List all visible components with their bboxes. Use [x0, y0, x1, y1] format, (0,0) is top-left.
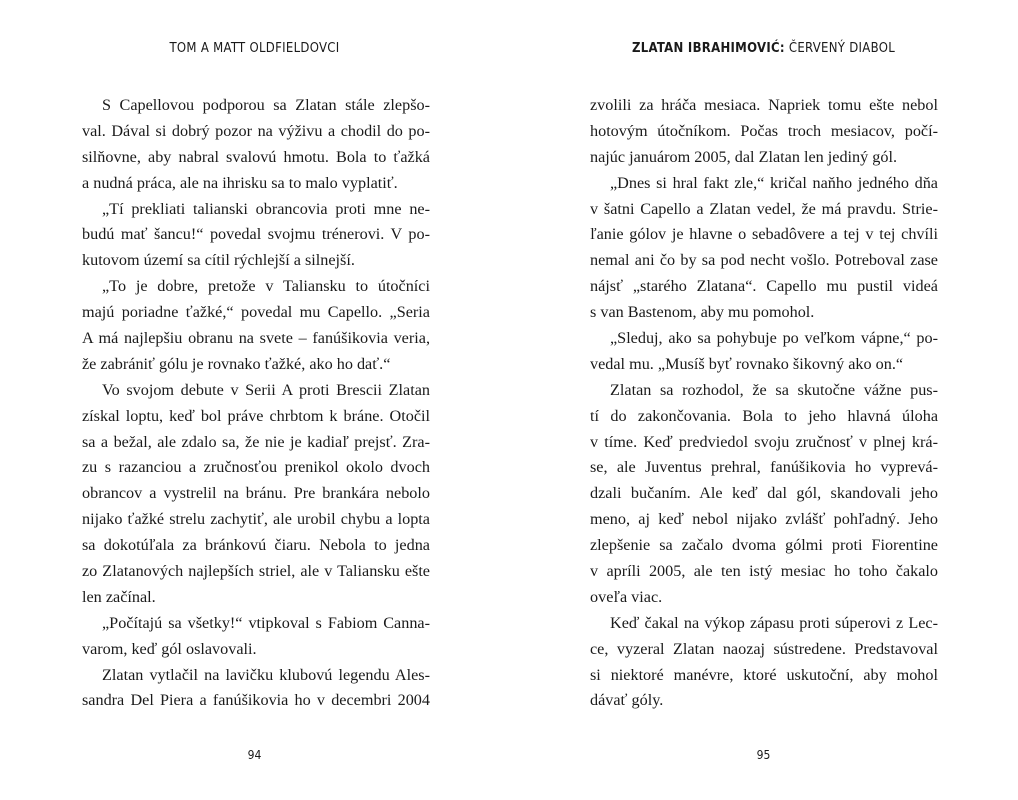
text-line: sa dokotúľala za bránkovú čiaru. Nebola to jedna: [82, 536, 430, 555]
text-line: nájsť „starého Zlatana“. Capello mu pustil videá: [590, 277, 938, 296]
text-line: len začínal.: [82, 587, 156, 606]
text-line: val. Dával si dobrý pozor na výživu a chodil do po-: [82, 121, 430, 140]
text-line: zu s razanciou a zručnosťou prenikol okolo dvoch: [82, 458, 430, 477]
text-line: oveľa viac.: [590, 587, 663, 606]
text-line: nemal ani čo by sa pod necht vošlo. Potreboval zase: [590, 251, 938, 270]
text-line: dávať góly.: [590, 691, 664, 710]
text-line: Zlatan sa rozhodol, že sa skutočne vážne pus-: [610, 380, 938, 399]
text-line: v apríli 2005, ale ten istý mesiac ho toho čakalo: [590, 562, 938, 581]
text-line: v šatni Capello a Zlatan vedel, že má pravdu. Strie-: [590, 199, 938, 218]
text-line: meno, aj keď nebol nijako zvlášť pohľadný. Jeho: [590, 510, 938, 529]
text-line: A má najlepšiu obranu na svete – fanúšikovia veria,: [82, 329, 430, 348]
right-running-head: [509, 41, 1018, 56]
text-line: sa a bežal, ale zdalo sa, že nie je kadiaľ prejsť. Zra-: [82, 432, 430, 451]
text-line: ce, vyzeral Zlatan naozaj sústredene. Predstavoval: [590, 639, 938, 658]
text-line: varom, keď gól oslavovali.: [82, 639, 257, 658]
text-line: zo Zlatanových najlepších striel, ale v Taliansku ešte: [82, 562, 430, 581]
text-line: v tíme. Keď predviedol svoju zručnosť v plnej krá-: [590, 432, 938, 451]
right-page-number: 95: [756, 748, 771, 762]
text-line: hotovým útočníkom. Počas troch mesiacov, počí-: [590, 121, 938, 140]
text-line: majú poriadne ťažké,“ povedal mu Capello. „Seria: [82, 303, 430, 322]
text-line: sandra Del Piera a fanúšikovia ho v decembri 2004: [82, 691, 430, 710]
left-body-text: [82, 93, 430, 714]
text-line: obrancov a vystrelil na bránu. Pre brankára nebolo: [82, 484, 430, 503]
book-title-header-rest: ČERVENÝ DIABOL: [784, 41, 896, 56]
text-line: a nudná práca, ale na ihrisku sa to malo vyplatiť.: [82, 173, 398, 192]
right-page: [509, 0, 1018, 800]
text-line: „Sleduj, ako sa pohybuje po veľkom vápne,“ po-: [610, 329, 938, 348]
right-body-text: [590, 93, 938, 714]
text-line: Zlatan vytlačil na lavičku klubovú legendu Ales-: [102, 665, 430, 684]
text-line: „To je dobre, pretože v Taliansku to útočníci: [102, 277, 430, 296]
text-line: získal loptu, keď bol práve chrbtom k bráne. Otočil: [82, 406, 430, 425]
text-line: Keď čakal na výkop zápasu proti súperovi z Lec-: [610, 613, 938, 632]
text-line: zlepšenie sa začalo dvoma gólmi proti Fiorentine: [590, 536, 938, 555]
text-line: se, ale Juventus prehral, fanúšikovia ho vyprevá-: [590, 458, 938, 477]
text-line: „Dnes si hral fakt zle,“ kričal naňho jedného dňa: [610, 173, 938, 192]
text-line: najúc januárom 2005, dal Zlatan len jediný gól.: [590, 147, 898, 166]
text-line: Vo svojom debute v Serii A proti Brescii Zlatan: [102, 380, 430, 399]
text-line: „Tí prekliati talianski obrancovia proti mne ne-: [102, 199, 430, 218]
text-line: vedal mu. „Musíš byť rovnako šikovný ako on.“: [590, 354, 904, 373]
text-line: zvolili za hráča mesiaca. Napriek tomu ešte nebol: [590, 96, 938, 114]
text-line: tí do zakončovania. Bola to jeho hlavná úloha: [590, 406, 938, 425]
text-line: že zabrániť gólu je rovnako ťažké, ako ho dať.“: [82, 354, 391, 373]
text-line: silňovne, aby nabral svalovú hmotu. Bola to ťažká: [82, 147, 430, 166]
author-header: TOM A MATT OLDFIELDOVCI: [169, 41, 340, 56]
text-line: dzali bučaním. Ale keď dal gól, skandovali jeho: [590, 484, 938, 503]
text-line: nijako ťažké strelu zachytiť, ale urobil chybu a lopta: [82, 510, 430, 529]
text-line: S Capellovou podporou sa Zlatan stále zlepšo-: [102, 96, 430, 114]
left-page-number: 94: [247, 748, 262, 762]
text-line: s van Bastenom, aby mu pomohol.: [590, 303, 815, 322]
left-running-head: [0, 41, 509, 56]
text-line: si niektoré manévre, ktoré uskutoční, aby mohol: [590, 665, 938, 684]
text-line: budú mať šancu!“ povedal svojmu trénerovi. V po-: [82, 225, 430, 244]
text-line: „Počítajú sa všetky!“ vtipkoval s Fabiom Canna-: [102, 613, 430, 632]
book-title-header-bold: ZLATAN IBRAHIMOVIĆ:: [631, 41, 785, 56]
text-line: kutovom území sa cítil rýchlejší a silnejší.: [82, 251, 355, 270]
text-line: ľanie gólov je hlavne o sebadôvere a tej v tej chvíli: [590, 225, 938, 244]
